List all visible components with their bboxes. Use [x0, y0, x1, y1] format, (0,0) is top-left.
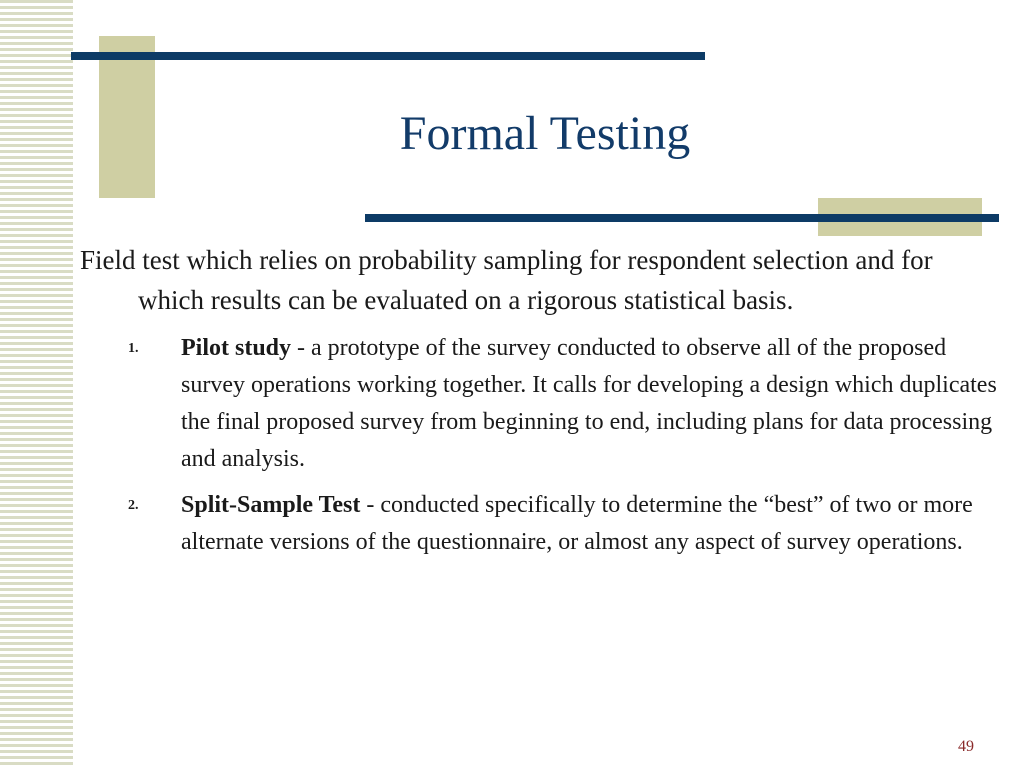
decorative-line-bottom — [365, 214, 999, 222]
list-item-term: Pilot study — [181, 335, 292, 361]
decorative-line-top — [71, 52, 705, 60]
list-item-term: Split-Sample Test — [181, 492, 361, 518]
numbered-list — [80, 330, 1000, 561]
list-item-text: - conducted specifically to determine the “best” of two or more alternate versions of the questionnaire, or almost any aspect of survey operations. — [181, 492, 973, 555]
decorative-block-top — [99, 36, 155, 198]
list-item-number: 1. — [128, 341, 139, 356]
slide-title: Formal Testing — [399, 107, 691, 160]
slide-body — [80, 240, 1000, 570]
list-item-number: 2. — [128, 498, 139, 513]
intro-paragraph: Field test which relies on probability sampling for respondent selection and for which results can be evaluated on a rigorous statistical basis. — [80, 245, 933, 315]
list-item-text: - a prototype of the survey conducted to observe all of the proposed survey operations working together. It calls for developing a design which duplicates the final proposed survey from beginning to end, including plans for data processing and analysis. — [181, 335, 997, 472]
decorative-stripes — [0, 0, 73, 768]
page-number: 49 — [958, 738, 974, 755]
list-item-pilot-study — [80, 330, 1000, 478]
list-item-split-sample-test — [80, 487, 1000, 561]
